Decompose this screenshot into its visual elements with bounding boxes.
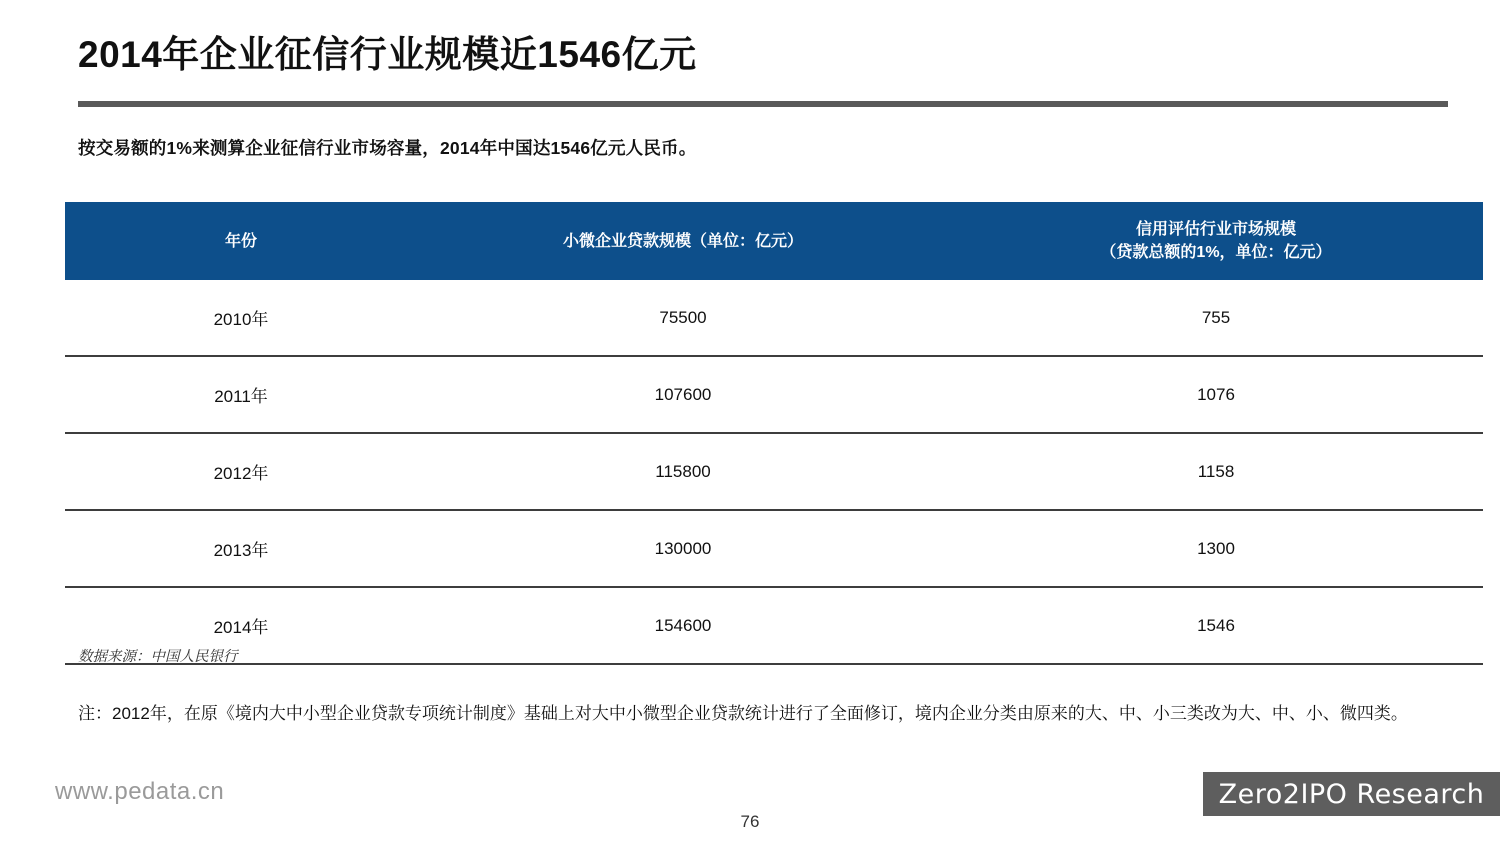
cell-loan: 75500 [417,280,949,356]
website-url: www.pedata.cn [55,778,225,805]
cell-loan: 115800 [417,433,949,510]
table-row [65,280,1483,356]
cell-year: 2014年 [65,587,417,664]
table-header-row [65,202,1483,280]
column-header-loan-scale: 小微企业贷款规模（单位：亿元） [417,202,949,280]
cell-year: 2011年 [65,356,417,433]
data-table [65,202,1483,665]
cell-market: 1076 [949,356,1483,433]
lead-paragraph: 按交易额的1%来测算企业征信行业市场容量，2014年中国达1546亿元人民币。 [78,138,697,158]
cell-loan: 154600 [417,587,949,664]
column-header-year: 年份 [65,202,417,280]
cell-market: 1546 [949,587,1483,664]
title-block [78,34,1448,77]
table-row [65,433,1483,510]
column-header-market-scale [949,202,1483,280]
table-header [65,202,1483,280]
column-header-market-line2: （贷款总额的1%，单位：亿元） [1100,244,1332,262]
cell-loan: 107600 [417,356,949,433]
footnote: 注：2012年，在原《境内大中小型企业贷款专项统计制度》基础上对大中小微型企业贷款统计进行了全面修订，境内企业分类由原来的大、中、小三类改为大、中、小、微四类。 [78,704,1408,723]
table-row [65,356,1483,433]
cell-market: 1300 [949,510,1483,587]
cell-year: 2012年 [65,433,417,510]
title-divider [78,101,1448,107]
cell-market: 1158 [949,433,1483,510]
table-row [65,587,1483,664]
page-number: 76 [740,812,760,831]
cell-loan: 130000 [417,510,949,587]
cell-market: 755 [949,280,1483,356]
table-body [65,280,1483,664]
brand-badge: Zero2IPO Research [1203,772,1500,816]
column-header-market-line1: 信用评估行业市场规模 [1135,221,1296,238]
table-row [65,510,1483,587]
source-note: 数据来源：中国人民银行 [78,649,238,665]
cell-year: 2010年 [65,280,417,356]
cell-year: 2013年 [65,510,417,587]
page-title: 2014年企业征信行业规模近1546亿元 [78,34,697,75]
